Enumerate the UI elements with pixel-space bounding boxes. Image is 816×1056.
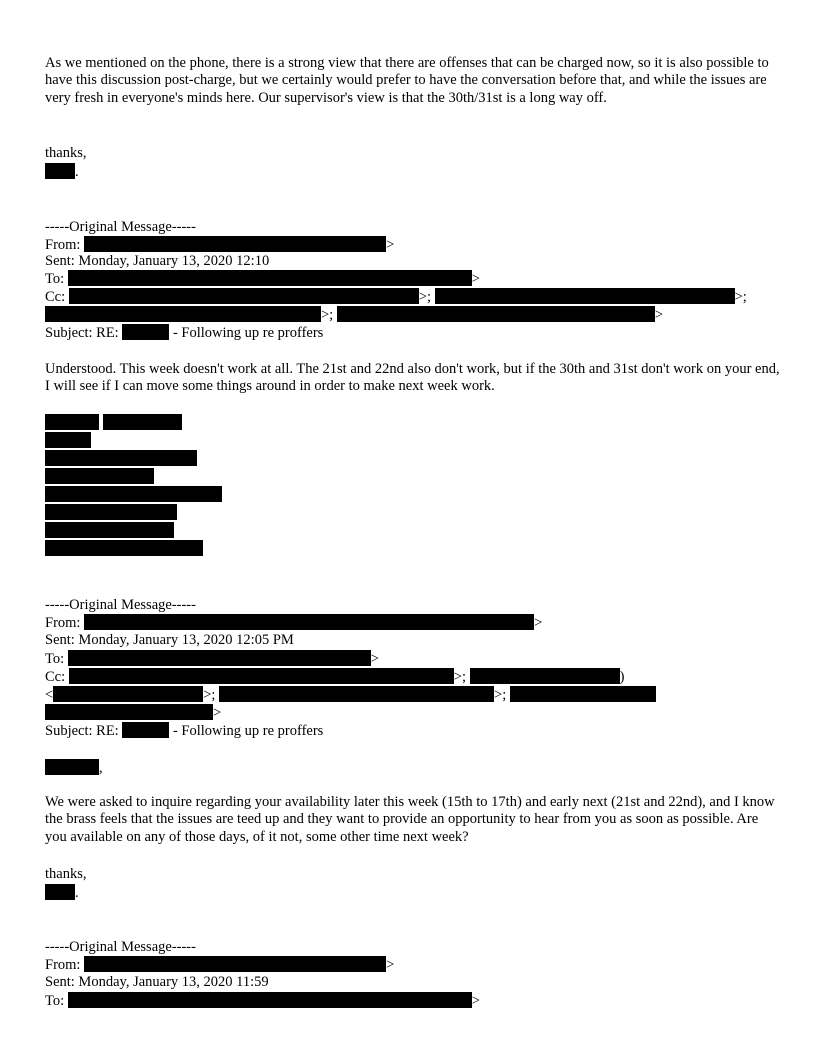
redaction <box>435 288 735 304</box>
redaction <box>68 650 371 666</box>
redaction <box>68 992 472 1008</box>
redaction <box>84 236 386 252</box>
redaction <box>69 668 454 684</box>
redaction <box>84 956 386 972</box>
redaction <box>53 686 203 702</box>
header2-sent: Sent: Monday, January 13, 2020 12:05 PM <box>45 632 294 648</box>
email2-body: Understood. This week doesn't work at all. The 21st and 22nd also don't work, but if the 30th and 31st don't work on your end, I will see if I can move some things around in order to make next week work. <box>45 361 780 395</box>
email3-greeting: , <box>45 759 103 777</box>
redaction <box>45 414 99 430</box>
header1-subject: Subject: RE: - Following up re proffers <box>45 325 324 341</box>
redaction <box>45 522 174 538</box>
header1-to: To: > <box>45 271 480 287</box>
redaction <box>45 884 75 900</box>
header2-from: From: > <box>45 615 543 631</box>
email3-body: We were asked to inquire regarding your availability later this week (15th to 17th) and early next (21st and 22nd), and I know the brass feels that the issues are teed up and they want to provide an opportunity to hear from you as soon as possible. Are you available on any of those days, of it not, some other time next week? <box>45 794 775 845</box>
email1-closing: thanks, <box>45 145 87 161</box>
header2-cc-continued: < >; >; <box>45 686 656 704</box>
header1-cc-continued: >; > <box>45 306 663 324</box>
redaction <box>68 270 472 286</box>
email3-signature: . <box>45 884 79 902</box>
redaction <box>84 614 534 630</box>
redaction <box>337 306 655 322</box>
header1-from: From: > <box>45 237 395 253</box>
email1-signature: . <box>45 163 79 181</box>
redaction <box>510 686 656 702</box>
redaction <box>103 414 182 430</box>
header3-from: From: > <box>45 957 395 973</box>
redaction <box>122 324 169 340</box>
email3-closing: thanks, <box>45 866 87 882</box>
redaction <box>45 432 91 448</box>
redaction <box>470 668 620 684</box>
header3-separator: -----Original Message----- <box>45 939 196 955</box>
redaction <box>45 759 99 775</box>
header1-sent: Sent: Monday, January 13, 2020 12:10 <box>45 253 270 269</box>
redaction <box>45 306 321 322</box>
header3-to: To: > <box>45 993 480 1009</box>
redaction <box>45 450 197 466</box>
header1-cc: Cc: >; >; <box>45 289 747 305</box>
header2-subject: Subject: RE: - Following up re proffers <box>45 723 324 739</box>
email1-body: As we mentioned on the phone, there is a strong view that there are offenses that can be charged now, so it is also possible to have this discussion post-charge, but we certainly would prefer to have the conversation before that, and while the issues are very fresh in everyone's minds here. Our supervisor's view is that the 30th/31st is a long way off. <box>45 55 769 106</box>
redaction <box>45 468 154 484</box>
redaction <box>45 504 177 520</box>
redaction <box>122 722 169 738</box>
redaction <box>45 486 222 502</box>
header2-cc-continued-2: > <box>45 704 221 722</box>
redaction <box>45 540 203 556</box>
header2-separator: -----Original Message----- <box>45 597 196 613</box>
redaction <box>69 288 419 304</box>
header3-sent: Sent: Monday, January 13, 2020 11:59 <box>45 974 269 990</box>
header2-to: To: > <box>45 651 379 667</box>
redaction <box>219 686 494 702</box>
redaction <box>45 704 213 720</box>
header1-separator: -----Original Message----- <box>45 219 196 235</box>
redaction <box>45 163 75 179</box>
header2-cc: Cc: >; ) <box>45 669 625 685</box>
